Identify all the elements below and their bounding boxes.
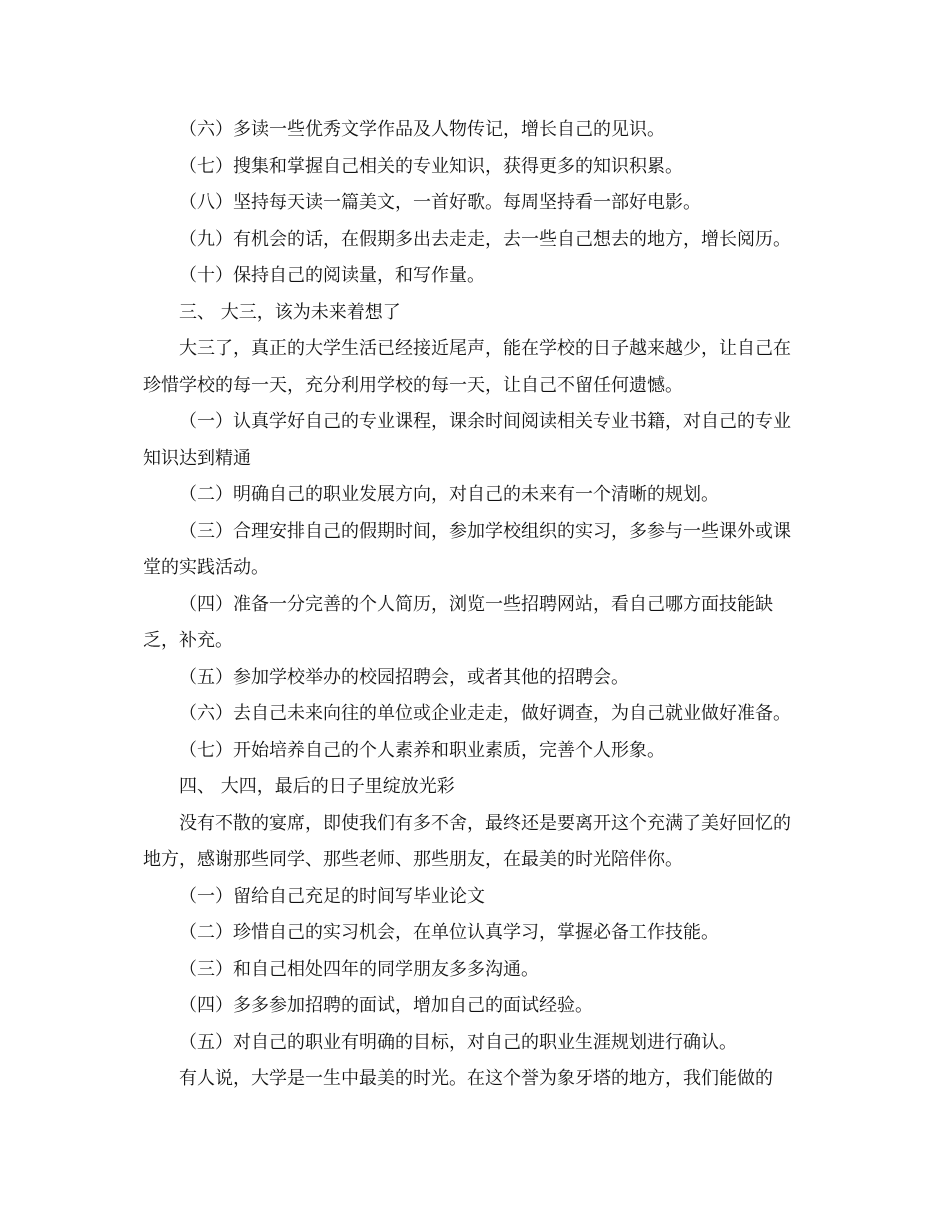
- paragraph: （七）搜集和掌握自己相关的专业知识，获得更多的知识积累。: [179, 155, 683, 177]
- paragraph: （九）有机会的话，在假期多出去走走，去一些自己想去的地方，增长阅历。: [179, 228, 791, 250]
- paragraph: （六）多读一些优秀文学作品及人物传记，增长自己的见识。: [179, 119, 665, 140]
- paragraph: （三）合理安排自己的假期时间，参加学校组织的实习，多参与一些课外或课堂的实践活动。: [143, 520, 791, 578]
- section-heading: 三、 大三，该为未来着想了: [179, 301, 401, 323]
- paragraph: （三）和自己相处四年的同学朋友多多沟通。: [179, 958, 539, 980]
- paragraph: （四）多多参加招聘的面试，增加自己的面试经验。: [179, 995, 593, 1016]
- paragraph: （八）坚持每天读一篇美文，一首好歌。每周坚持看一部好电影。: [179, 192, 701, 213]
- paragraph: （一）留给自己充足的时间写毕业论文: [179, 885, 485, 907]
- paragraph: 没有不散的宴席，即使我们有多不舍，最终还是要离开这个充满了美好回忆的地方，感谢那些同学、那些老师、那些朋友，在最美的时光陪伴你。: [143, 812, 791, 870]
- paragraph: （二）珍惜自己的实习机会，在单位认真学习，掌握必备工作技能。: [179, 922, 719, 943]
- paragraph: （一）认真学好自己的专业课程，课余时间阅读相关专业书籍，对自己的专业知识达到精通: [143, 411, 791, 469]
- paragraph: （五）对自己的职业有明确的目标，对自己的职业生涯规划进行确认。: [179, 1031, 737, 1053]
- paragraph: （六）去自己未来向往的单位或企业走走，做好调查，为自己就业做好准备。: [179, 703, 791, 724]
- paragraph: （五）参加学校举办的校园招聘会，或者其他的招聘会。: [179, 666, 629, 688]
- paragraph: （七）开始培养自己的个人素养和职业素质，完善个人形象。: [179, 739, 665, 761]
- paragraph: （四）准备一分完善的个人简历，浏览一些招聘网站，看自己哪方面技能缺乏，补充。: [143, 593, 773, 651]
- paragraph: 大三了，真正的大学生活已经接近尾声，能在学校的日子越来越少，让自己在珍惜学校的每一天，充分利用学校的每一天，让自己不留任何遗憾。: [143, 338, 791, 396]
- section-heading: 四、 大四，最后的日子里绽放光彩: [179, 776, 455, 797]
- paragraph: （十）保持自己的阅读量，和写作量。: [179, 265, 485, 286]
- document-body: [143, 112, 808, 1098]
- paragraph: 有人说，大学是一生中最美的时光。在这个誉为象牙塔的地方，我们能做的: [179, 1068, 773, 1089]
- paragraph: （二）明确自己的职业发展方向，对自己的未来有一个清晰的规划。: [179, 484, 719, 505]
